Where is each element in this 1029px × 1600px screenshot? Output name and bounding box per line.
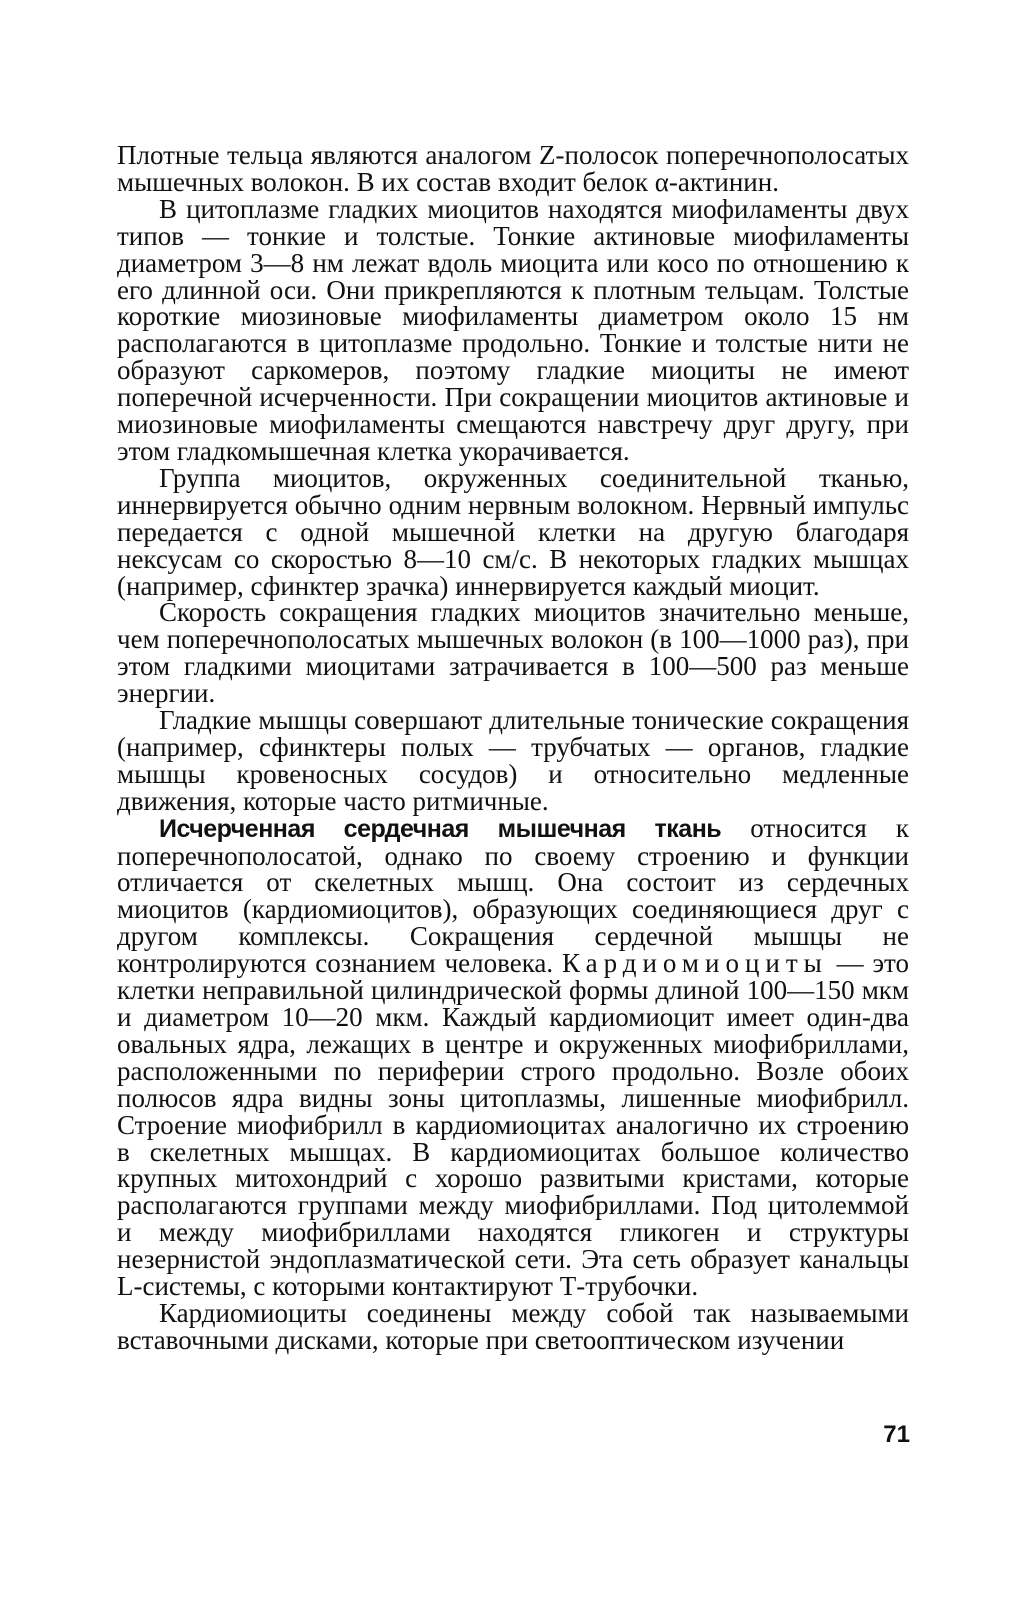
cardiac-text-part-1: относится к поперечнополосатой, однако по своему строению и функции отличается от скелетных мышц. Она состоит из сердечных миоцитов (кардиомиоцитов), образующих соединяющиеся друг с другом комплексы. Сокращения сердечной мышцы не контролируются сознанием человека.	[117, 812, 909, 979]
page-text-block	[117, 142, 909, 1354]
paragraph-myofilaments: В цитоплазме гладких миоцитов находятся миофиламенты двух типов — тонкие и толстые. Тонкие актиновые миофиламенты диаметром 3—8 нм лежат вдоль миоцита или косо по отношению к его длинной оси. Они прикрепляются к плотным тельцам. Толстые короткие миозиновые миофиламенты диаметром около 15 нм располагаются в цитоплазме продольно. Тонкие и толстые нити не образуют саркомеров, поэтому гладкие миоциты не имеют поперечной исчерченности. При сокращении миоцитов актиновые и миозиновые миофиламенты смещаются навстречу друг другу, при этом гладкомышечная клетка укорачивается.	[117, 193, 909, 466]
paragraph-contraction-speed: Скорость сокращения гладких миоцитов значительно меньше, чем поперечнополосатых мышечных волокон (в 100—1000 раз), при этом гладкими миоцитами затрачивается в 100—500 раз меньше энергии.	[117, 597, 909, 709]
paragraph-tonic-contractions: Гладкие мышцы совершают длительные тонические сокращения (например, сфинктеры полых — трубчатых — органов, гладкие мышцы кровеносных сосудов) и относительно медленные движения, которые часто ритмичные.	[117, 705, 909, 816]
cardiac-tissue-term: Исчерченная сердечная мышечная ткань	[159, 814, 722, 843]
paragraph-dense-bodies: Плотные тельца являются аналогом Z-полосок поперечнополосатых мышечных волокон. В их состав входит белок α-актинин.	[117, 140, 909, 197]
page-number: 71	[883, 1421, 910, 1448]
paragraph-cardiac-tissue	[117, 812, 909, 1302]
cardiomyocytes-term: Кардиомиоциты	[561, 948, 828, 979]
cardiac-text-part-2: — это клетки неправильной цилиндрической формы длиной 100—150 мкм и диаметром 10—20 мкм. Каждый кардиомиоцит имеет один-два овальных ядра, лежащих в центре и окруженных миофибриллами, расположенными по периферии строго продольно. Возле обоих полюсов ядра видны зоны цитоплазмы, лишенные миофибрилл. Строение миофибрилл в кардиомиоцитах аналогично их строению в скелетных мышцах. В кардиомиоцитах большое количество крупных митохондрий с хорошо развитыми кристами, которые располагаются группами между миофибриллами. Под цитолеммой и между миофибриллами находятся гликоген и структуры незернистой эндоплазматической сети. Эта сеть образует канальцы L-системы, с которыми контактируют Т-трубочки.	[117, 948, 909, 1302]
paragraph-intercalated-discs: Кардиомиоциты соединены между собой так называемыми вставочными дисками, которые при светооптическом изучении	[117, 1297, 909, 1355]
paragraph-innervation: Группа миоцитов, окруженных соединительной тканью, иннервируется обычно одним нервным волокном. Нервный импульс передается с одной мышечной клетки на другую благодаря нексусам со скоростью 8—10 см/с. В некоторых гладких мышцах (например, сфинктер зрачка) иннервируется каждый миоцит.	[117, 462, 909, 601]
